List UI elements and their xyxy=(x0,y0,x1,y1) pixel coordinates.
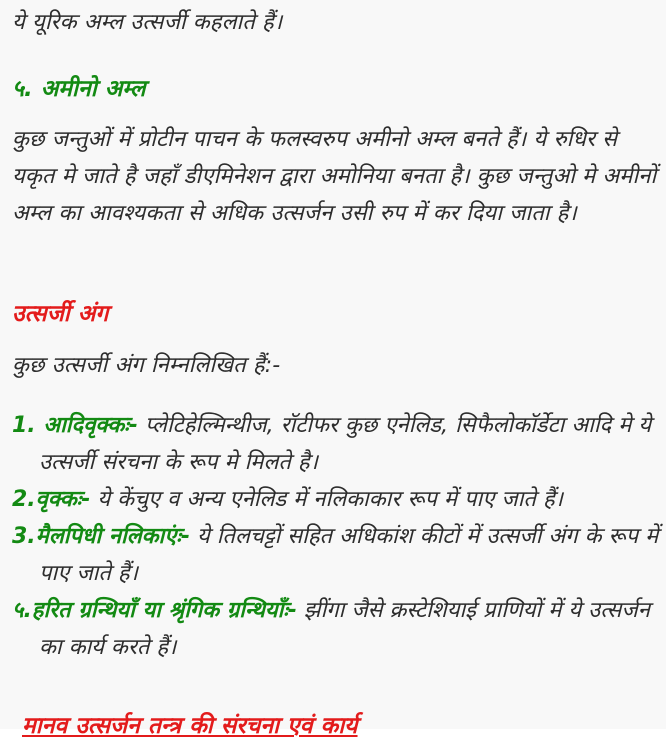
excretory-organs-heading: उत्सर्जी अंग xyxy=(12,301,109,327)
list-item-label: 3.मैलपिधी नलिकाएंः- xyxy=(12,524,190,549)
list-item-text: ये केंचुए व अन्य एनेलिड में नलिकाकार रूप में पाए जाते हैं। xyxy=(90,487,563,512)
list-item-text: ये तिलचट्टों सहित अधिकांश कीटों में उत्सर्जी अंग के रूप में पाए जाते हैं। xyxy=(39,524,659,586)
list-item-label: ५.हरित ग्रन्थियाँ या श्रृंगिक ग्रन्थियाँः- xyxy=(12,598,297,623)
excretory-organs-intro: कुछ उत्सर्जी अंग निम्नलिखित हैं:- xyxy=(12,353,281,378)
human-excretory-system-heading: मानव उत्सर्जन तन्त्र की संरचना एवं कार्य xyxy=(22,713,358,739)
list-item-label: 2.वृक्कः- xyxy=(12,487,91,512)
excretory-organs-list xyxy=(12,407,660,666)
intro-line: ये यूरिक अम्ल उत्सर्जी कहलाते हैं। xyxy=(12,10,283,35)
list-item xyxy=(12,518,660,592)
list-item xyxy=(12,481,660,518)
amino-acid-paragraph: कुछ जन्तुओं में प्रोटीन पाचन के फलस्वरुप अमीनो अम्ल बनते हैं। ये रुधिर से यकृत मे जाते है जहाँ डीएमिनेशन द्वारा अमोनिया बनता है। कुछ जन्तुओ मे अमीनों अम्ल का आवश्यकता से अधिक उत्सर्जन उसी रुप में कर दिया जाता है। xyxy=(12,127,657,226)
amino-acid-heading: ५. अमीनो अम्ल xyxy=(12,76,146,102)
list-item-text: प्लेटिहेल्मिन्थीज, रॉटीफर कुछ एनेलिड, सिफैलोकॉर्डेटा आदि मे ये उत्सर्जी संरचना के रूप मे मिलते है। xyxy=(39,413,652,475)
list-item xyxy=(12,407,660,481)
list-item xyxy=(12,592,660,666)
list-item-label: 1. आदिवृक्कः- xyxy=(12,413,138,438)
list-item-text: झींगा जैसे क्रस्टेशियाई प्राणियों में ये उत्सर्जन का कार्य करते हैं। xyxy=(39,598,650,660)
